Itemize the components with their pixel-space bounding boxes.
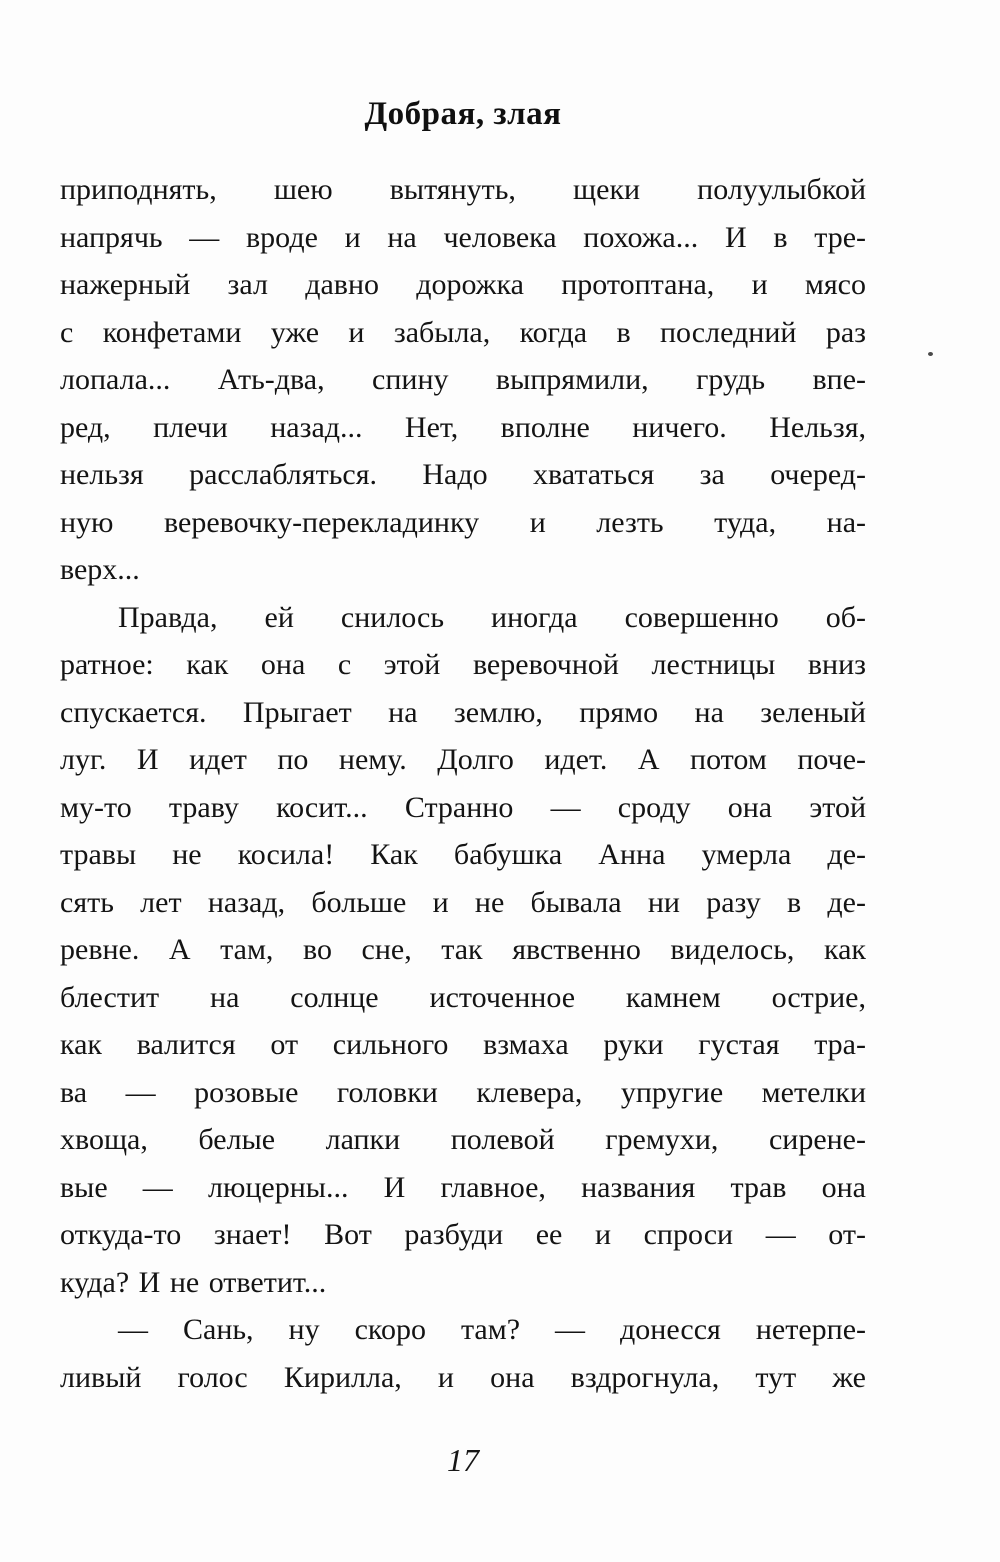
text-line: с конфетами уже и забыла, когда в последний раз: [60, 315, 866, 349]
text-line: сять лет назад, больше и не бывала ни разу в де-: [60, 885, 866, 919]
text-line: приподнять, шею вытянуть, щеки полуулыбкой: [60, 173, 866, 206]
text-line: вые — люцерны... И главное, названия трав она: [60, 1170, 866, 1204]
text-line: блестит на солнце источенное камнем острие,: [60, 980, 866, 1014]
text-line: ратное: как она с этой веревочной лестницы вниз: [60, 648, 866, 681]
text-line: травы не косила! Как бабушка Анна умерла де-: [60, 838, 866, 871]
text-line: как валится от сильного взмаха руки густая тра-: [60, 1028, 866, 1061]
scan-speck-artifact: [928, 352, 933, 356]
text-line: — Сань, ну скоро там? — донесся нетерпе-: [118, 1313, 866, 1346]
text-line: верх...: [60, 553, 140, 586]
text-line: Правда, ей снилось иногда совершенно об-: [118, 600, 866, 634]
text-line: откуда-то знает! Вот разбуди ее и спроси — от-: [60, 1218, 866, 1251]
running-header: Добрая, злая: [364, 96, 562, 132]
text-line: ревне. А там, во сне, так явственно виделось, как: [60, 933, 866, 966]
body-text: [60, 166, 866, 1401]
text-line: нельзя расслабляться. Надо хвататься за очеред-: [60, 458, 866, 491]
text-line: нажерный зал давно дорожка протоптана, и мясо: [60, 268, 866, 301]
text-line: спускается. Прыгает на землю, прямо на зеленый: [60, 695, 866, 729]
text-line: ную веревочку-перекладинку и лезть туда, на-: [60, 505, 866, 539]
text-line: куда? И не ответит...: [60, 1265, 327, 1299]
text-line: ливый голос Кирилла, и она вздрогнула, тут же: [60, 1360, 866, 1394]
text-line: лопала... Ать-два, спину выпрямили, грудь впе-: [60, 363, 866, 396]
text-line: хвоща, белые лапки полевой гремухи, сирене-: [60, 1123, 866, 1156]
page-number: 17: [447, 1442, 479, 1478]
text-line: луг. И идет по нему. Долго идет. А потом поче-: [60, 743, 866, 776]
text-line: му-то траву косит... Странно — сроду она этой: [60, 790, 866, 824]
text-line: ва — розовые головки клевера, упругие метелки: [60, 1075, 866, 1109]
text-line: напрячь — вроде и на человека похожа... И в тре-: [60, 220, 866, 254]
text-line: ред, плечи назад... Нет, вполне ничего. Нельзя,: [60, 410, 866, 444]
